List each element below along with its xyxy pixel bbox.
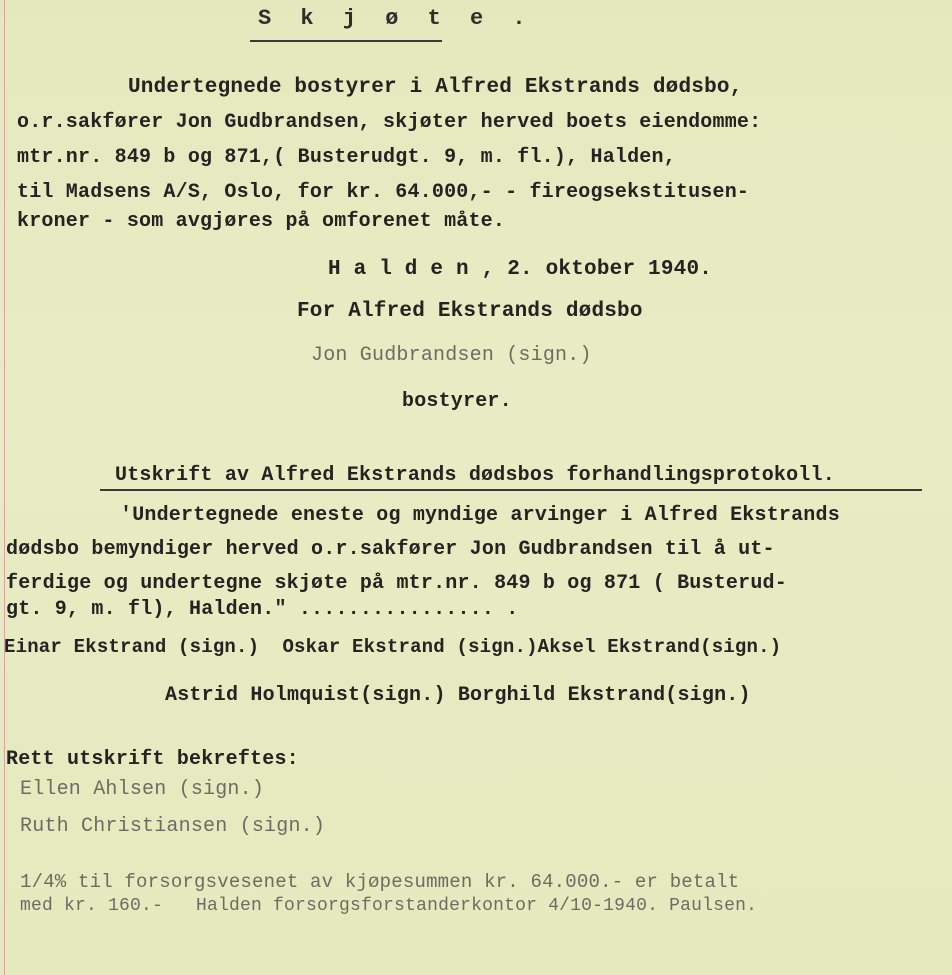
extract-line: gt. 9, m. fl), Halden." ................ .: [6, 598, 519, 621]
signature: Jon Gudbrandsen (sign.): [311, 344, 592, 367]
extract-line: dødsbo bemyndiger herved o.r.sakfører Jon Gudbrandsen til å ut-: [6, 538, 775, 561]
fee-note-line: 1/4% til forsorgsvesenet av kjøpesummen kr. 64.000.- er betalt: [20, 871, 740, 893]
heirs-signatures: Einar Ekstrand (sign.) Oskar Ekstrand (sign.)Aksel Ekstrand(sign.): [4, 636, 782, 658]
document-title: S k j ø t e .: [258, 6, 534, 31]
deed-line: mtr.nr. 849 b og 871,( Busterudgt. 9, m. fl.), Halden,: [17, 146, 676, 169]
deed-line: o.r.sakfører Jon Gudbrandsen, skjøter herved boets eiendomme:: [17, 111, 762, 134]
for-line: For Alfred Ekstrands dødsbo: [297, 300, 643, 323]
certification-signer: Ellen Ahlsen (sign.): [20, 778, 265, 801]
role: bostyrer.: [402, 390, 512, 413]
title-underline: [250, 40, 442, 42]
extract-line: 'Undertegnede eneste og myndige arvinger i Alfred Ekstrands: [120, 504, 840, 527]
deed-line: Undertegnede bostyrer i Alfred Ekstrands dødsbo,: [128, 76, 743, 99]
place-date: H a l d e n , 2. oktober 1940.: [328, 258, 713, 281]
margin-line: [4, 0, 5, 975]
extract-underline: [100, 489, 922, 491]
fee-note-line: med kr. 160.- Halden forsorgsforstanderkontor 4/10-1940. Paulsen.: [20, 896, 758, 916]
extract-line: ferdige og undertegne skjøte på mtr.nr. 849 b og 871 ( Busterud-: [6, 572, 787, 595]
heirs-signatures: Astrid Holmquist(sign.) Borghild Ekstrand(sign.): [165, 684, 751, 707]
certification-heading: Rett utskrift bekreftes:: [6, 748, 299, 771]
deed-line: kroner - som avgjøres på omforenet måte.: [17, 210, 506, 233]
deed-line: til Madsens A/S, Oslo, for kr. 64.000,- - fireogsekstitusen-: [17, 181, 750, 204]
certification-signer: Ruth Christiansen (sign.): [20, 815, 326, 838]
extract-heading: Utskrift av Alfred Ekstrands dødsbos forhandlingsprotokoll.: [115, 464, 835, 487]
